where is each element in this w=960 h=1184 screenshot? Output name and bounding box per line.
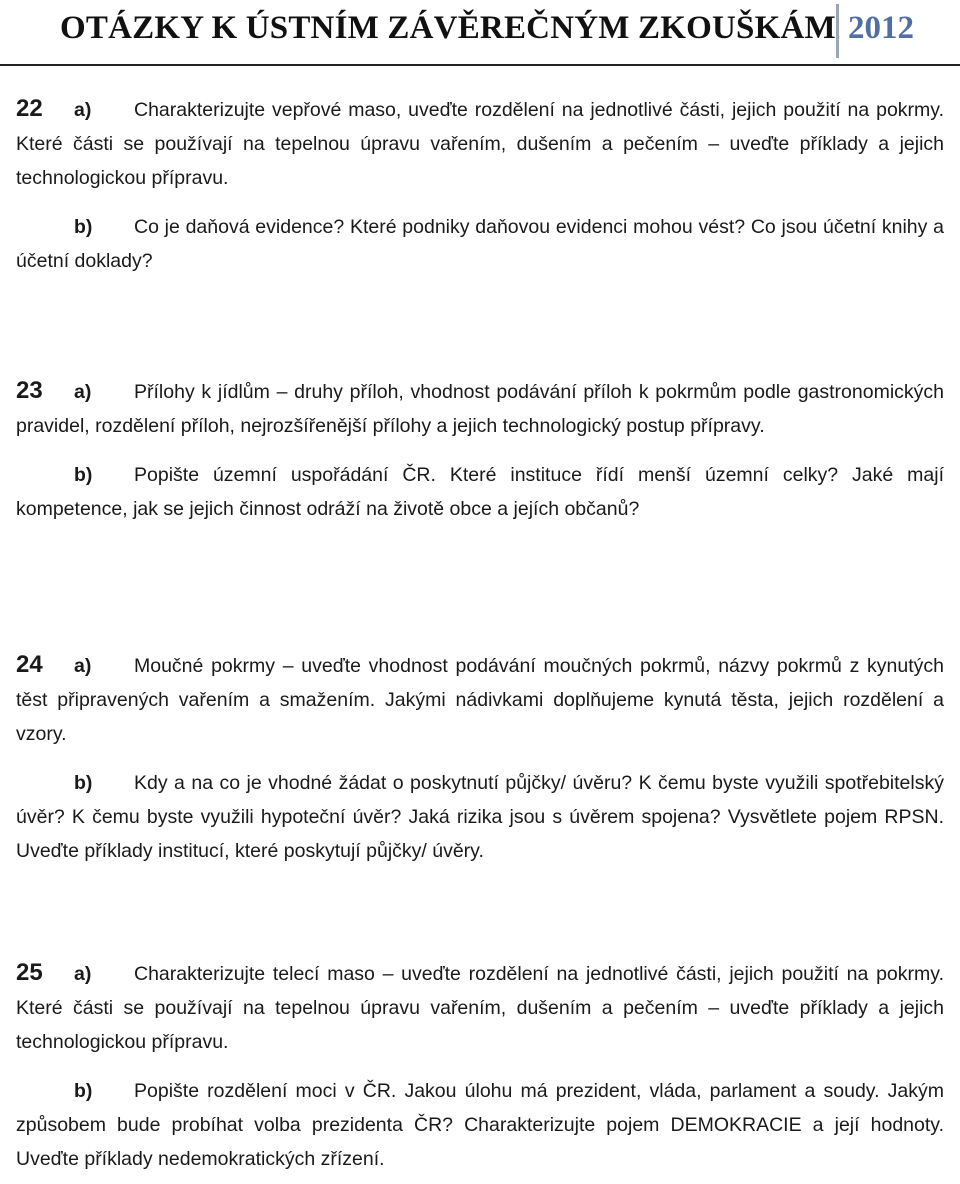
part-a-label: a) (74, 655, 92, 677)
page-header (0, 0, 960, 66)
header-rule (0, 64, 960, 66)
question-22 (16, 92, 944, 278)
part-b-label: b) (74, 216, 93, 238)
part-b-text: Kdy a na co je vhodné žádat o poskytnutí půjčky/ úvěru? K čemu byste využili spotřebitelský úvěr? K čemu byste využili hypoteční úvěr? Jaká rizika jsou s úvěrem spojena? Vysvětlete pojem RPSN. Uveďte příklady institucí, které poskytují půjčky/ úvěry. (16, 772, 944, 862)
part-a-label: a) (74, 381, 92, 403)
question-part-a (16, 648, 944, 751)
part-b-label: b) (74, 1080, 93, 1102)
header-year: 2012 (848, 10, 914, 46)
question-part-b (16, 458, 944, 526)
question-24 (16, 648, 944, 868)
part-a-label: a) (74, 963, 92, 985)
question-part-b (16, 1074, 944, 1176)
part-b-text: Popište územní uspořádání ČR. Které instituce řídí menší územní celky? Jaké mají kompetence, jak se jejich činnost odráží na životě obce a jejích občanů? (16, 464, 944, 520)
question-25 (16, 956, 944, 1176)
question-number: 24 (16, 651, 43, 678)
part-a-text: Charakterizujte vepřové maso, uveďte rozdělení na jednotlivé části, jejich použití na pokrmy. Které části se používají na tepelnou úpravu vařením, dušením a pečením – uveďte příklady a jejich technologickou přípravu. (16, 99, 944, 189)
question-part-b (16, 766, 944, 868)
part-b-label: b) (74, 772, 93, 794)
question-number: 23 (16, 377, 43, 404)
part-b-label: b) (74, 464, 93, 486)
question-part-b (16, 210, 944, 278)
header-separator (836, 4, 839, 58)
part-a-text: Charakterizujte telecí maso – uveďte rozdělení na jednotlivé části, jejich použití na pokrmy. Které části se používají na tepelnou úpravu vařením, dušením a pečením – uveďte příklady a jejich technologickou přípravu. (16, 963, 944, 1053)
part-b-text: Co je daňová evidence? Které podniky daňovou evidenci mohou vést? Co jsou účetní knihy a účetní doklady? (16, 216, 944, 272)
question-part-a (16, 956, 944, 1059)
question-number: 25 (16, 959, 43, 986)
question-part-a (16, 374, 944, 443)
part-a-text: Přílohy k jídlům – druhy příloh, vhodnost podávání příloh k pokrmům podle gastronomických pravidel, rozdělení příloh, nejrozšířenější přílohy a jejich technologický postup přípravy. (16, 381, 944, 437)
question-part-a (16, 92, 944, 195)
part-a-text: Moučné pokrmy – uveďte vhodnost podávání moučných pokrmů, názvy pokrmů z kynutých těst připravených vařením a smažením. Jakými nádivkami doplňujeme kynutá těsta, jejich rozdělení a vzory. (16, 655, 944, 745)
question-number: 22 (16, 95, 43, 122)
part-b-text: Popište rozdělení moci v ČR. Jakou úlohu má prezident, vláda, parlament a soudy. Jakým způsobem bude probíhat volba prezidenta ČR? Charakterizujte pojem DEMOKRACIE a její hodnoty. Uveďte příklady nedemokratických zřízení. (16, 1080, 944, 1170)
page-title: OTÁZKY K ÚSTNÍM ZÁVĚREČNÝM ZKOUŠKÁM (60, 10, 836, 46)
question-23 (16, 374, 944, 526)
part-a-label: a) (74, 99, 92, 121)
